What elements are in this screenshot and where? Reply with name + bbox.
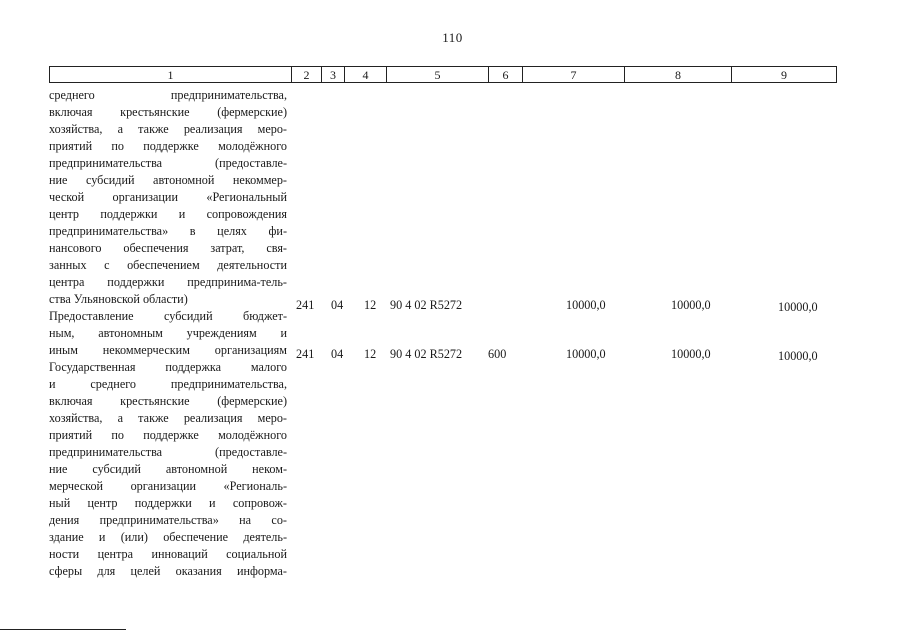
row-2-col-5: 90 4 02 R5272: [390, 347, 463, 361]
row-2-col-9: 10000,0: [778, 349, 818, 363]
row-2-line: иным некоммерческим организациям: [49, 343, 287, 357]
row-1-col-4: 12: [364, 298, 377, 312]
row-1-line: хозяйства, а также реализация меро-: [49, 122, 287, 136]
row-1-line: ческой организации «Региональный: [49, 190, 287, 204]
row-2-col-3: 04: [331, 347, 344, 361]
row-1-line: центра поддержки предпринима-тель-: [49, 275, 287, 289]
row-2-col-7: 10000,0: [566, 347, 606, 361]
row-1-line: нансового обеспечения затрат, свя-: [49, 241, 287, 255]
row-3-line: хозяйства, а также реализация меро-: [49, 411, 287, 425]
row-1-line: среднего предпринимательства,: [49, 88, 287, 102]
row-1-line: приятий по поддержке молодёжного: [49, 139, 287, 153]
row-1-line: включая крестьянские (фермерские): [49, 105, 287, 119]
row-2-col-4: 12: [364, 347, 377, 361]
header-col-6: 6: [488, 67, 522, 82]
row-2-col-8: 10000,0: [671, 347, 711, 361]
row-1-col-5: 90 4 02 R5272: [390, 298, 463, 312]
row-descriptions: [49, 87, 287, 580]
row-1-line: предпринимательства» в целях фи-: [49, 224, 287, 238]
row-2-line: Предоставление субсидий бюджет-: [49, 309, 287, 323]
row-1-line: ства Ульяновской области): [49, 292, 188, 306]
header-col-5: 5: [386, 67, 488, 82]
footnote-separator: [0, 629, 126, 630]
row-1-line: занных с обеспечением деятельности: [49, 258, 287, 272]
row-3-line: здание и (или) обеспечение деятель-: [49, 530, 287, 544]
header-col-2: 2: [291, 67, 321, 82]
row-1-col-8: 10000,0: [671, 298, 711, 312]
row-2-line: ным, автономным учреждениям и: [49, 326, 287, 340]
header-col-7: 7: [522, 67, 624, 82]
row-1-col-3: 04: [331, 298, 344, 312]
header-col-1: 1: [167, 68, 174, 82]
row-3-line: дения предпринимательства» на со-: [49, 513, 287, 527]
table-header-row: [49, 66, 837, 83]
row-3-line: ние субсидий автономной неком-: [49, 462, 287, 476]
row-3-line: мерческой организации «Региональ-: [49, 479, 287, 493]
row-3-line: сферы для целей оказания информа-: [49, 564, 287, 578]
row-3-line: ный центр поддержки и сопровож-: [49, 496, 287, 510]
row-3-line: и среднего предпринимательства,: [49, 377, 287, 391]
row-2-col-6: 600: [488, 347, 507, 361]
header-col-4: 4: [344, 67, 386, 82]
row-2-col-2: 241: [296, 347, 315, 361]
row-3-line: включая крестьянские (фермерские): [49, 394, 287, 408]
row-3-line: Государственная поддержка малого: [49, 360, 287, 374]
row-1-line: ние субсидий автономной некоммер-: [49, 173, 287, 187]
page-number: 110: [442, 30, 463, 45]
row-3-line: приятий по поддержке молодёжного: [49, 428, 287, 442]
header-col-3: 3: [321, 67, 344, 82]
row-1-col-7: 10000,0: [566, 298, 606, 312]
header-col-9: 9: [731, 67, 836, 82]
row-1-line: предпринимательства (предоставле-: [49, 156, 287, 170]
row-3-line: предпринимательства (предоставле-: [49, 445, 287, 459]
header-col-8: 8: [624, 67, 731, 82]
row-1-line: центр поддержки и сопровождения: [49, 207, 287, 221]
row-1-col-2: 241: [296, 298, 315, 312]
row-1-col-9: 10000,0: [778, 300, 818, 314]
row-3-line: ности центра инноваций социальной: [49, 547, 287, 561]
